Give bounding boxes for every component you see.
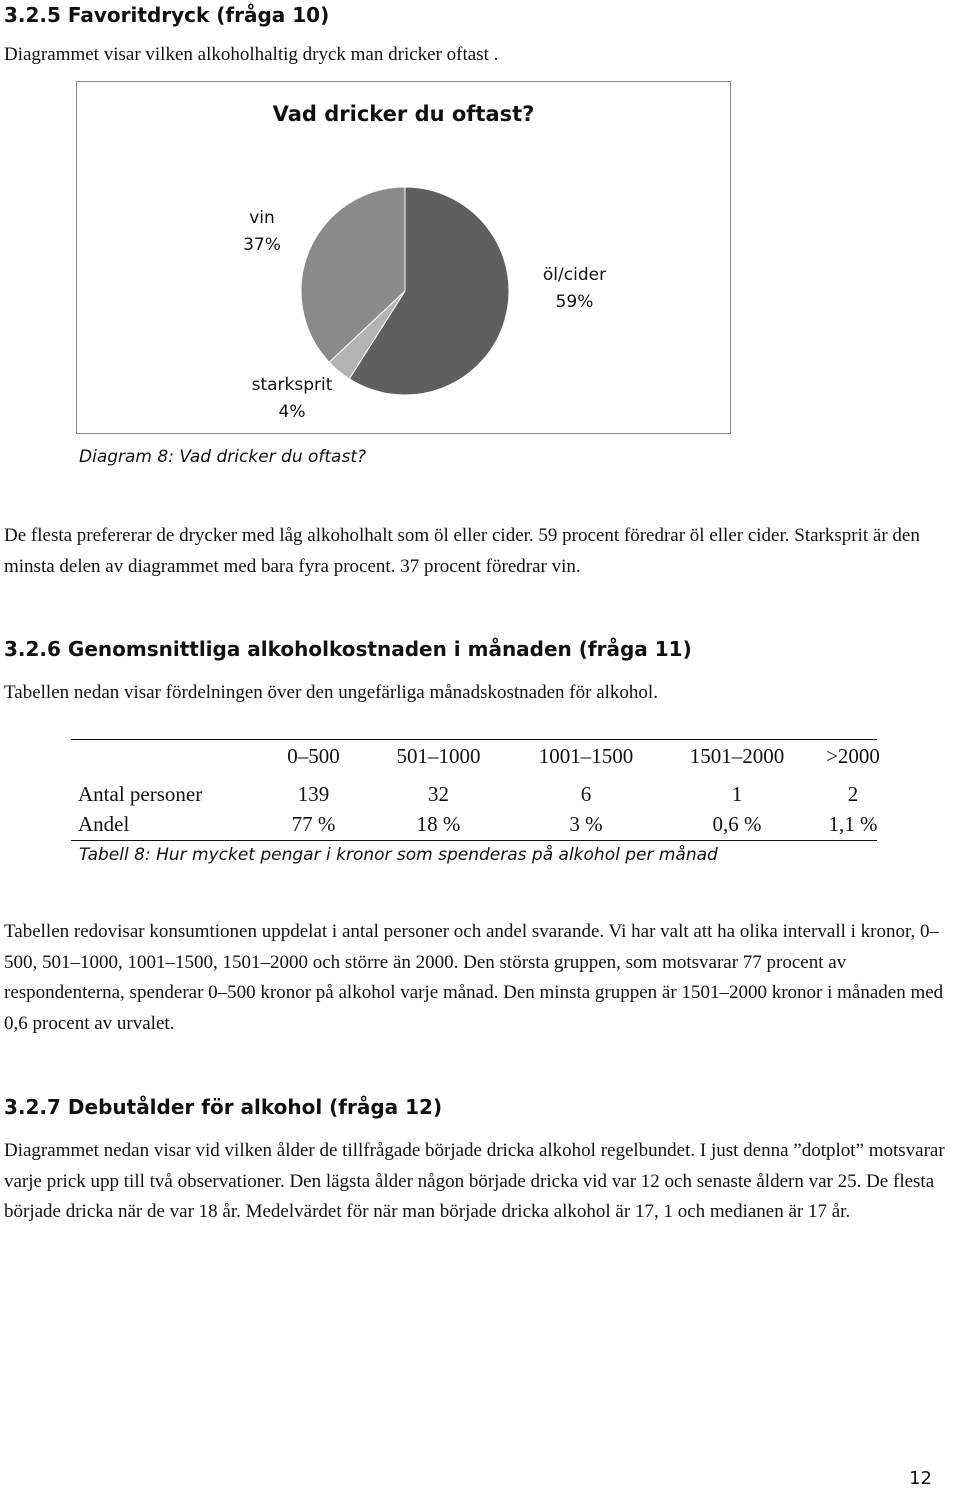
table-cell: 32 <box>428 781 449 806</box>
table-column-header: 0–500 <box>287 743 340 768</box>
pie-label-starksprit <box>237 372 347 426</box>
table-bottom-rule <box>71 840 877 841</box>
section-intro-3-2-5: Diagrammet visar vilken alkoholhaltig dryck man dricker oftast . <box>4 44 499 65</box>
pie-chart-frame <box>76 81 731 434</box>
table-row <box>78 779 898 809</box>
section-body-3-2-6: Tabellen redovisar konsumtionen uppdelat i antal personer och andel svarande. Vi har valt att ha olika intervall i kronor, 0–500, 501–1000, 1001–1500, 1501–2000 och större än 2000. Den största gruppen, som motsvarar 77 procent av respondenterna, spenderar 0–500 kronor på alkohol varje månad. Den minsta gruppen är 1501–2000 kronor i månaden med 0,6 procent av urvalet. <box>4 921 944 1034</box>
pie-label-starksprit-value: 4% <box>278 402 306 422</box>
section-body-3-2-7: Diagrammet nedan visar vid vilken ålder de tillfrågade började dricka alkohol regelbundet. I just denna ”dotplot” motsvarar varje prick upp till två observationer. Den lägsta ålder någon började dricka vid var 12 och senaste åldern var 25. De flesta började dricka när de var 18 år. Medelvärdet för när man började dricka alkohol är 17, 1 och medianen är 17 år. <box>4 1140 945 1222</box>
pie-label-vin <box>227 205 297 259</box>
table-column-header: 1501–2000 <box>689 743 785 768</box>
table-caption: Tabell 8: Hur mycket pengar i kronor som spenderas på alkohol per månad <box>79 845 718 865</box>
pie-label-vin-name: vin <box>249 208 275 228</box>
section-body-3-2-5: De flesta prefererar de drycker med låg alkoholhalt som öl eller cider. 59 procent föredrar öl eller cider. Starksprit är den minsta delen av diagrammet med bara fyra procent. 37 procent föredrar vin. <box>4 525 920 577</box>
table-column-header: 1001–1500 <box>538 743 634 768</box>
section-heading-3-2-7: 3.2.7 Debutålder för alkohol (fråga 12) <box>4 1095 443 1119</box>
table-cell: 1,1 % <box>828 811 878 836</box>
table-cell: 6 <box>580 781 592 806</box>
pie-label-starksprit-name: starksprit <box>251 375 333 395</box>
table-cell: 3 % <box>569 811 603 836</box>
pie-label-ol-cider-value: 59% <box>555 292 594 312</box>
table-row <box>78 809 898 839</box>
chart-title: Vad dricker du oftast? <box>272 102 535 126</box>
table-top-rule <box>71 739 877 740</box>
table-cell: 0,6 % <box>712 811 762 836</box>
table-column-header: 501–1000 <box>396 743 481 768</box>
cost-table <box>78 741 898 839</box>
table-column-header: >2000 <box>826 743 880 768</box>
table-row-label: Antal personer <box>78 781 203 806</box>
section-heading-3-2-5: 3.2.5 Favoritdryck (fråga 10) <box>4 3 330 27</box>
table-cell: 1 <box>731 781 743 806</box>
table-cell: 2 <box>847 781 859 806</box>
table-corner-cell <box>78 741 256 771</box>
table-header-row <box>78 741 898 771</box>
page-number: 12 <box>909 1468 932 1489</box>
pie-chart <box>77 82 730 433</box>
table-cell: 139 <box>297 781 330 806</box>
pie-label-ol-cider-name: öl/cider <box>542 265 607 285</box>
table-cell: 77 % <box>291 811 336 836</box>
table-cell: 18 % <box>416 811 461 836</box>
pie-label-ol-cider <box>527 262 622 316</box>
table-row-label: Andel <box>78 811 130 836</box>
pie-label-vin-value: 37% <box>243 235 281 255</box>
figure-caption: Diagram 8: Vad dricker du oftast? <box>79 447 367 467</box>
section-heading-3-2-6: 3.2.6 Genomsnittliga alkoholkostnaden i månaden (fråga 11) <box>4 637 692 661</box>
section-intro-3-2-6: Tabellen nedan visar fördelningen över den ungefärliga månadskostnaden för alkohol. <box>4 682 658 703</box>
